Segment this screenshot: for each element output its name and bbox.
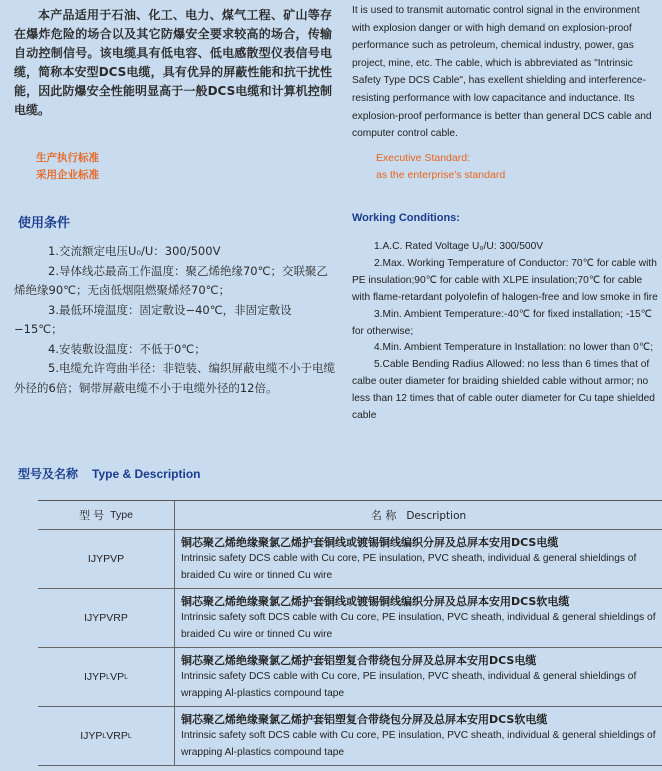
table-row [38,707,662,766]
condition-en-item: 2.Max. Working Temperature of Conductor: 70℃ for cable with PE insulation;90℃ for cable with XLPE insulation;70℃ for cable with flame-retardant polyolefin of halogen-free and low smoke in fire [352,257,658,303]
col-type-header [38,501,175,529]
row-desc [175,589,662,647]
type-heading [18,465,200,482]
table-header [38,501,662,530]
type-heading-en: Type & Description [92,467,201,481]
condition-cn-item: 5.电缆允许弯曲半径：非铠装、编织屏蔽电缆不小于电缆外径的6倍；铜带屏蔽电缆不小于电缆外径的12倍。 [14,361,335,395]
conditions-heading-en: Working Conditions: [352,212,460,224]
row-desc-cn: 铜芯聚乙烯绝缘聚氯乙烯护套铜线或镀锡铜线编织分屏及总屏本安用DCS电缆 [181,536,559,549]
row-type [38,648,175,706]
table-row [38,589,662,648]
condition-en-item: 4.Min. Ambient Temperature in Installation: no lower than 0℃; [374,342,654,354]
col-desc-en: Description [406,510,467,522]
col-desc-header [175,507,662,523]
condition-en-item: 5.Cable Bending Radius Allowed: no less than 6 times that of calbe outer diameter for braiding shielded cable without armor; no less than 12 times that of cable outer diameter for Cu tape shielded cable [352,359,655,422]
condition-cn-item: 1.交流额定电压U₀/U：300/500V [48,244,221,258]
row-desc [175,530,662,588]
type-heading-cn: 型号及名称 [18,467,79,481]
intro-english: It is used to transmit automatic control signal in the environment with explosion danger or with high demand on explosion-proof performance such as petroleum, chemical industry, power, gas project, mine, etc. The cable, which is abbreviated as "Intrinsic Safety Type DCS Cable", has exellent shielding and interference-resisting performance with low capacitance and inductance. Its explosion-proof performance is better than general DCS cable and computer control cable. [352,5,652,140]
row-type: IJYPVRP [38,589,175,647]
row-desc-en: Intrinsic safety DCS cable with Cu core, PE insulation, PVC sheath, individual & general shieldings of braided Cu wire or tinned Cu wire [181,553,637,581]
row-desc-cn: 铜芯聚乙烯绝缘聚氯乙烯护套铝塑复合带绕包分屏及总屏本安用DCS软电缆 [181,713,548,726]
col-type-en: Type [110,509,133,521]
conditions-list-en [352,239,658,425]
type-part: IJYP [83,671,107,683]
col-type-cn: 型 号 [79,510,105,522]
condition-cn-item: 4.安装敷设温度：不低于0℃； [48,341,206,356]
type-table [38,500,662,766]
row-type [38,707,175,765]
type-sub: L [127,732,132,740]
standard-cn-title: 生产执行标准 [36,152,99,164]
row-desc-cn: 铜芯聚乙烯绝缘聚氯乙烯护套铝塑复合带绕包分屏及总屏本安用DCS电缆 [181,654,537,667]
row-desc-cn: 铜芯聚乙烯绝缘聚氯乙烯护套铜线或镀锡铜线编织分屏及总屏本安用DCS软电缆 [181,595,570,608]
type-part: VP [110,671,125,683]
type-part: IJYP [80,730,103,742]
conditions-list-cn [14,242,336,398]
type-sub: L [102,732,107,740]
condition-en-item: 1.A.C. Rated Voltage U₀/U: 300/500V [374,241,544,252]
standard-en-title: Executive Standard: [376,152,470,164]
standard-chinese [36,150,99,184]
condition-cn-item: 3.最低环境温度：固定敷设−40℃，非固定敷设−15℃； [14,302,292,336]
condition-en-item: 3.Min. Ambient Temperature:-40℃ for fixed installation; -15℃ for otherwise; [352,308,653,337]
row-desc-en: Intrinsic safety soft DCS cable with Cu core, PE insulation, PVC sheath, individual & general shieldings of wrapping Al-plastics compound tape [181,730,656,758]
row-desc [175,648,662,706]
type-sub: L [124,673,128,681]
row-desc [175,707,662,765]
type-part: VRP [106,730,128,742]
row-desc-en: Intrinsic safety DCS cable with Cu core, PE insulation, PVC sheath, individual & general shieldings of wrapping Al-plastics compound tape [181,671,637,699]
row-desc-en: Intrinsic safety soft DCS cable with Cu core, PE insulation, PVC sheath, individual & general shieldings of braided Cu wire or tinned Cu wire [181,612,656,640]
type-sub: L [106,673,111,681]
intro-chinese: 本产品适用于石油、化工、电力、煤气工程、矿山等存在爆炸危险的场合以及其它防爆安全要求较高的场合，传输自动控制信号。该电缆具有低电容、低电感散型仪表信号电缆，简称本安型DCS电缆，具有优异的屏蔽性能和抗干扰性能，因此防爆安全性能明显高于一般DCS电缆和计算机控制电缆。 [14,8,332,117]
row-type: IJYPVP [38,530,175,588]
conditions-heading-cn: 使用条件 [18,216,71,231]
table-row [38,648,662,707]
table-row [38,530,662,589]
condition-cn-item: 2.导体线芯最高工作温度：聚乙烯绝缘70℃；交联聚乙烯绝缘90℃；无卤低烟阻燃聚烯烃70℃； [14,263,329,297]
standard-english [376,150,505,184]
standard-en-value: as the enterprise's standard [376,169,506,181]
standard-cn-value: 采用企业标准 [36,169,99,181]
col-desc-cn: 名 称 [370,509,397,522]
